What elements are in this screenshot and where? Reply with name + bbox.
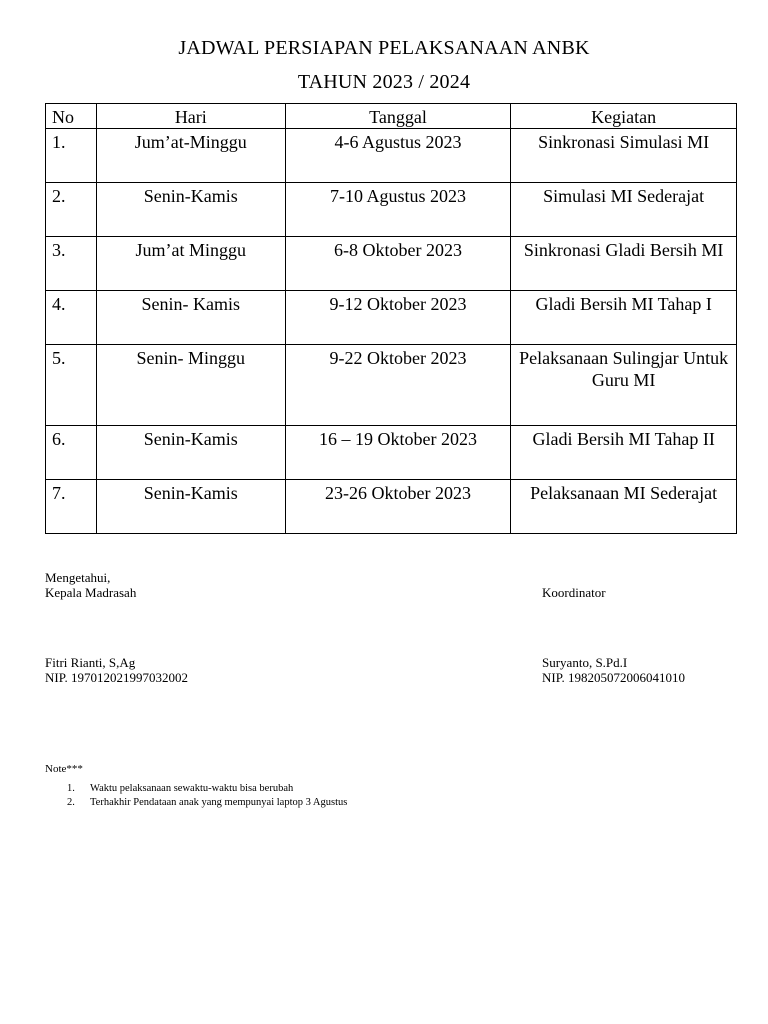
list-item [45, 796, 347, 810]
signature-right-name: Suryanto, S.Pd.I [542, 655, 628, 670]
cell-kegiatan: Pelaksanaan MI Sederajat [511, 480, 737, 534]
cell-kegiatan: Gladi Bersih MI Tahap I [511, 291, 737, 345]
note-label: Note*** [45, 763, 83, 775]
note-number: 2. [67, 797, 75, 808]
table-row [46, 129, 737, 183]
cell-hari: Senin-Kamis [96, 480, 285, 534]
cell-no: 7. [46, 480, 97, 534]
cell-hari: Senin-Kamis [96, 426, 285, 480]
cell-hari: Jum’at Minggu [96, 237, 285, 291]
cell-kegiatan: Pelaksanaan Sulingjar Untuk Guru MI [511, 345, 737, 426]
header-no: No [46, 104, 97, 129]
cell-tanggal: 4-6 Agustus 2023 [285, 129, 511, 183]
note-text: Terhakhir Pendataan anak yang mempunyai laptop 3 Agustus [90, 797, 348, 808]
cell-kegiatan: Simulasi MI Sederajat [511, 183, 737, 237]
cell-hari: Senin-Kamis [96, 183, 285, 237]
signature-left-acknowledge: Mengetahui, [45, 570, 111, 585]
cell-hari: Senin- Kamis [96, 291, 285, 345]
cell-tanggal: 16 – 19 Oktober 2023 [285, 426, 511, 480]
cell-no: 2. [46, 183, 97, 237]
cell-tanggal: 23-26 Oktober 2023 [285, 480, 511, 534]
note-text: Waktu pelaksanaan sewaktu-waktu bisa berubah [90, 783, 294, 794]
header-tanggal: Tanggal [285, 104, 511, 129]
cell-no: 5. [46, 345, 97, 426]
document-title: JADWAL PERSIAPAN PELAKSANAAN ANBK [178, 37, 590, 59]
header-hari: Hari [96, 104, 285, 129]
note-number: 1. [67, 783, 75, 794]
cell-tanggal: 9-22 Oktober 2023 [285, 345, 511, 426]
schedule-table [45, 103, 737, 534]
table-row [46, 426, 737, 480]
cell-kegiatan: Sinkronasi Gladi Bersih MI [511, 237, 737, 291]
cell-hari: Jum’at-Minggu [96, 129, 285, 183]
header-kegiatan: Kegiatan [511, 104, 737, 129]
cell-tanggal: 6-8 Oktober 2023 [285, 237, 511, 291]
signature-left-nip: NIP. 197012021997032002 [45, 670, 189, 685]
cell-no: 4. [46, 291, 97, 345]
list-item [45, 782, 347, 796]
cell-tanggal: 7-10 Agustus 2023 [285, 183, 511, 237]
table-row [46, 183, 737, 237]
cell-no: 3. [46, 237, 97, 291]
signature-right-role: Koordinator [542, 585, 606, 600]
table-row [46, 237, 737, 291]
table-row [46, 291, 737, 345]
table-row [46, 345, 737, 426]
document-subtitle-year: TAHUN 2023 / 2024 [297, 71, 471, 93]
signature-left-role: Kepala Madrasah [45, 585, 137, 600]
signature-left-name: Fitri Rianti, S,Ag [45, 655, 136, 670]
cell-tanggal: 9-12 Oktober 2023 [285, 291, 511, 345]
cell-no: 1. [46, 129, 97, 183]
table-header-row [46, 104, 737, 129]
table-row [46, 480, 737, 534]
cell-kegiatan: Gladi Bersih MI Tahap II [511, 426, 737, 480]
cell-kegiatan: Sinkronasi Simulasi MI [511, 129, 737, 183]
cell-no: 6. [46, 426, 97, 480]
cell-hari: Senin- Minggu [96, 345, 285, 426]
signature-right-nip: NIP. 198205072006041010 [542, 670, 686, 685]
note-list [45, 782, 347, 810]
